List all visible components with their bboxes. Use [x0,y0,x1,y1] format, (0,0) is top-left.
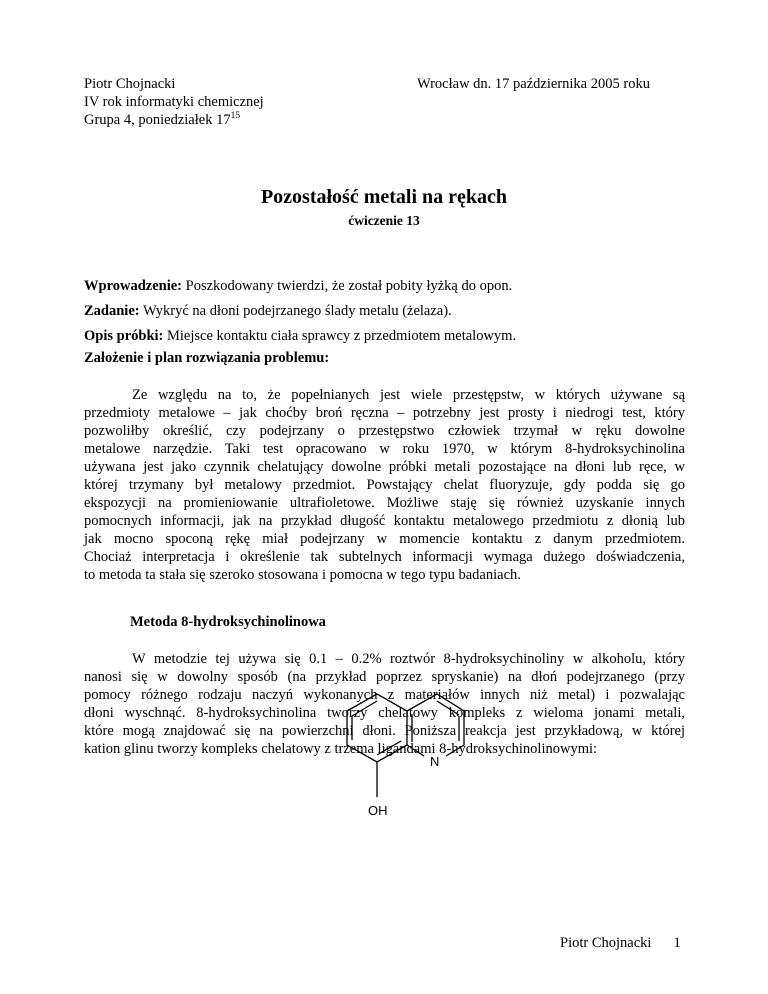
paragraph-1-line: pozwoliłby określić, czy podejrzany o przestępstwo człowiek trzymał w ręku dowolne [84,423,685,439]
task-label: Zadanie: [84,303,140,319]
hydroxyl-label: OH [368,803,388,818]
paragraph-2-line: W metodzie tej używa się 0.1 – 0.2% roztwór 8-hydroksychinoliny w alkoholu, który [132,651,685,667]
header-author-block [84,75,264,129]
paragraph-1-line: używana jest jako czynnik chelatujący dowolne próbki metali pozostające na dłoni lub ręce, w [84,459,685,475]
sample-text: Miejsce kontaktu ciała sprawcy z przedmiotem metalowym. [163,328,517,344]
page-number: 1 [673,935,681,951]
molecule-bonds [347,694,464,797]
inner-double-bond [352,701,377,716]
sample-label: Opis próbki: [84,328,164,344]
group-text: Grupa 4, poniedziałek 17 [84,112,231,128]
paragraph-1-line: ekspozycji na promieniowanie ultrafioletowe. Możliwe staję się również uzyskanie innych [84,495,685,511]
8-hydroxyquinoline-structure [330,684,470,864]
paragraph-1-line: to metoda ta stała się szeroko stosowana i pomocna w tego typu badaniach. [84,567,521,583]
group-time-superscript: 15 [230,111,241,121]
benzene-ring [347,694,407,762]
pyridine-ring [407,694,464,756]
task-text: Wykryć na dłoni podejrzanego ślady metalu (żelaza). [139,303,452,319]
paragraph-2-line: które mogą znajdować się na powierzchni dłoni. Poniższa reakcja jest przykładową, w której [84,723,685,739]
inner-double-bond [377,741,401,755]
course-info: IV rok informatyki chemicznej [84,94,264,110]
section-heading: Założenie i plan rozwiązania problemu: [84,350,330,366]
nitrogen-label: N [430,754,440,769]
paragraph-1-line: Chociaż interpretacja i określenie tak subtelnych informacji wymaga dużego doświadczenia, [84,549,685,565]
paragraph-1 [84,386,685,584]
paragraph-2-line: dłoni wyschnąć. 8-hydroksychinolina tworzy chelatowy kompleks z wieloma jonami metali, [84,705,685,721]
sample-field [84,327,516,345]
document-subtitle: ćwiczenie 13 [348,213,420,228]
intro-field [84,277,512,295]
method-heading: Metoda 8-hydroksychinolinowa [130,614,326,630]
group-info [84,111,264,129]
paragraph-2-line: pomocy różnego rodzaju naczyń wykonanych z materiałów innych niż metal) i pozwalając [84,687,685,703]
footer-author: Piotr Chojnacki [560,935,652,951]
paragraph-2-line: nanosi się w dowolny sposób (na przykład poprzez spryskanie) na dłoń podejrzanego (przy [84,669,685,685]
document-title: Pozostałość metali na rękach [260,186,508,208]
author-name: Piotr Chojnacki [84,76,176,92]
page-footer [560,935,681,952]
pyridine-bond [407,745,424,756]
paragraph-1-line: Ze względu na to, że popełnianych jest wiele przestępstw, w których używane są [132,387,685,403]
task-field [84,302,452,320]
paragraph-2-line: kation glinu tworzy kompleks chelatowy z trzema ligandami 8-hydroksychinolinowymi: [84,741,598,757]
inner-double-bond [437,701,459,715]
paragraph-1-line: której trzymany był metalowy przedmiot. Powstający chelat fluoryzuje, gdy podda się go [84,477,685,493]
date-line: Wrocław dn. 17 października 2005 roku [417,76,650,92]
intro-text: Poszkodowany twierdzi, że został pobity łyżką do opon. [182,278,513,294]
intro-label: Wprowadzenie: [84,278,183,294]
paragraph-1-line: przedmioty metalowe – jak choćby broń ręczna – potrzebny jest prosty i niedrogi test, który [84,405,685,421]
paragraph-1-line: pomocnych informacji, jak na przykład długość kontaktu metalowego przedmiotu z dłonią lub [84,513,685,529]
paragraph-1-line: jak mocno spoconą rękę miał podejrzany w momencie kontaktu z danym przedmiotem. [84,531,685,547]
paragraph-1-line: metalowe narzędzie. Taki test opracowano w roku 1970, w którym 8-hydroksychinolina [84,441,685,457]
